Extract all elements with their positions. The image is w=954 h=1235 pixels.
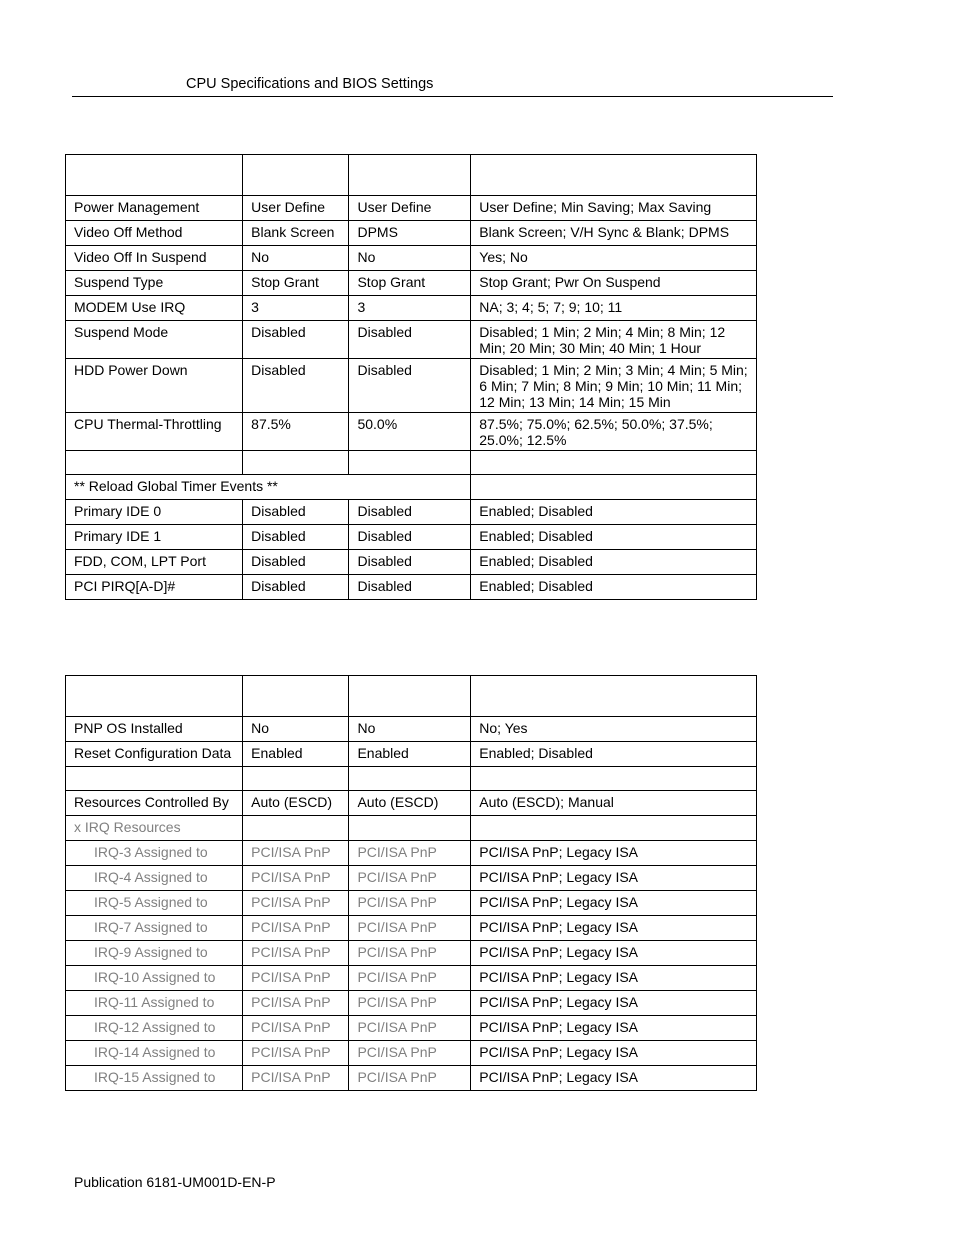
options-cell: 87.5%; 75.0%; 62.5%; 50.0%; 37.5%; 25.0%; 12.5% (471, 413, 757, 451)
default-value-cell: PCI/ISA PnP (243, 866, 349, 891)
table-row (66, 891, 757, 916)
table-row (66, 1016, 757, 1041)
options-cell: PCI/ISA PnP; Legacy ISA (471, 1066, 757, 1091)
options-cell: Enabled; Disabled (471, 500, 757, 525)
header-cell (349, 676, 471, 717)
table-row (66, 550, 757, 575)
header-cell (66, 155, 243, 196)
table-row (66, 1066, 757, 1091)
setting-name-cell: Video Off Method (66, 221, 243, 246)
default-value-cell: PCI/ISA PnP (243, 916, 349, 941)
optimal-value-cell: Disabled (349, 500, 471, 525)
options-cell: Enabled; Disabled (471, 575, 757, 600)
setting-name-cell: x IRQ Resources (66, 816, 243, 841)
optimal-value-cell: Disabled (349, 575, 471, 600)
section-heading-cell: ** Reload Global Timer Events ** (66, 475, 471, 500)
table-row (66, 916, 757, 941)
table-row (66, 500, 757, 525)
optimal-value-cell: Disabled (349, 321, 471, 359)
table-row (66, 296, 757, 321)
table-row (66, 966, 757, 991)
table-row (66, 525, 757, 550)
setting-name-cell: IRQ-10 Assigned to (66, 966, 243, 991)
optimal-value-cell: PCI/ISA PnP (349, 1041, 471, 1066)
setting-name-cell: Video Off In Suspend (66, 246, 243, 271)
setting-name-cell: CPU Thermal-Throttling (66, 413, 243, 451)
optimal-value-cell: PCI/ISA PnP (349, 991, 471, 1016)
table-row (66, 413, 757, 451)
table-row (66, 475, 757, 500)
table-row (66, 451, 757, 475)
default-value-cell: PCI/ISA PnP (243, 941, 349, 966)
default-value-cell: No (243, 717, 349, 742)
optimal-value-cell: Stop Grant (349, 271, 471, 296)
optimal-value-cell: Enabled (349, 742, 471, 767)
optimal-value-cell: 50.0% (349, 413, 471, 451)
setting-name-cell: Primary IDE 0 (66, 500, 243, 525)
default-value-cell: 3 (243, 296, 349, 321)
optimal-value-cell: PCI/ISA PnP (349, 966, 471, 991)
options-cell (471, 767, 757, 791)
table-row (66, 359, 757, 413)
table-row (66, 767, 757, 791)
header-cell (66, 676, 243, 717)
setting-name-cell: IRQ-12 Assigned to (66, 1016, 243, 1041)
default-value-cell: Disabled (243, 525, 349, 550)
header-cell (471, 676, 757, 717)
options-cell: Yes; No (471, 246, 757, 271)
default-value-cell: Disabled (243, 500, 349, 525)
default-value-cell: Auto (ESCD) (243, 791, 349, 816)
setting-name-cell: IRQ-7 Assigned to (66, 916, 243, 941)
optimal-value-cell (349, 767, 471, 791)
setting-name-cell: IRQ-11 Assigned to (66, 991, 243, 1016)
publication-footer: Publication 6181-UM001D-EN-P (74, 1174, 276, 1190)
power-table-body (66, 155, 757, 600)
options-cell: Enabled; Disabled (471, 550, 757, 575)
table-row (66, 866, 757, 891)
table-header-row (66, 155, 757, 196)
options-cell: PCI/ISA PnP; Legacy ISA (471, 1016, 757, 1041)
setting-name-cell: IRQ-9 Assigned to (66, 941, 243, 966)
header-cell (471, 155, 757, 196)
power-management-table (65, 154, 757, 600)
options-cell: User Define; Min Saving; Max Saving (471, 196, 757, 221)
default-value-cell: PCI/ISA PnP (243, 891, 349, 916)
table-row (66, 717, 757, 742)
default-value-cell: PCI/ISA PnP (243, 841, 349, 866)
optimal-value-cell: PCI/ISA PnP (349, 1016, 471, 1041)
setting-name-cell: Power Management (66, 196, 243, 221)
default-value-cell: Disabled (243, 359, 349, 413)
pnp-table-body (66, 676, 757, 1091)
setting-name-cell: IRQ-15 Assigned to (66, 1066, 243, 1091)
table-row (66, 271, 757, 296)
setting-name-cell: Reset Configuration Data (66, 742, 243, 767)
default-value-cell: Disabled (243, 550, 349, 575)
default-value-cell (243, 767, 349, 791)
optimal-value-cell: PCI/ISA PnP (349, 841, 471, 866)
options-cell: Blank Screen; V/H Sync & Blank; DPMS (471, 221, 757, 246)
options-cell (471, 475, 757, 500)
header-rule (72, 96, 833, 97)
setting-name-cell: Resources Controlled By (66, 791, 243, 816)
setting-name-cell: Primary IDE 1 (66, 525, 243, 550)
setting-name-cell (66, 451, 243, 475)
optimal-value-cell: Disabled (349, 359, 471, 413)
optimal-value-cell: PCI/ISA PnP (349, 941, 471, 966)
options-cell: PCI/ISA PnP; Legacy ISA (471, 891, 757, 916)
table-row (66, 841, 757, 866)
optimal-value-cell: PCI/ISA PnP (349, 1066, 471, 1091)
options-cell: PCI/ISA PnP; Legacy ISA (471, 841, 757, 866)
table-row (66, 246, 757, 271)
default-value-cell: 87.5% (243, 413, 349, 451)
setting-name-cell: PCI PIRQ[A-D]# (66, 575, 243, 600)
default-value-cell: Disabled (243, 321, 349, 359)
optimal-value-cell: DPMS (349, 221, 471, 246)
options-cell: PCI/ISA PnP; Legacy ISA (471, 941, 757, 966)
setting-name-cell: IRQ-14 Assigned to (66, 1041, 243, 1066)
default-value-cell: Blank Screen (243, 221, 349, 246)
optimal-value-cell: PCI/ISA PnP (349, 916, 471, 941)
pnp-pci-table (65, 675, 757, 1091)
default-value-cell: No (243, 246, 349, 271)
table-row (66, 321, 757, 359)
default-value-cell: PCI/ISA PnP (243, 1041, 349, 1066)
default-value-cell: User Define (243, 196, 349, 221)
options-cell: Stop Grant; Pwr On Suspend (471, 271, 757, 296)
table-row (66, 791, 757, 816)
options-cell: Disabled; 1 Min; 2 Min; 3 Min; 4 Min; 5 Min; 6 Min; 7 Min; 8 Min; 9 Min; 10 Min; 11 Min; 12 Min; 13 Min; 14 Min; 15 Min (471, 359, 757, 413)
header-cell (243, 676, 349, 717)
optimal-value-cell: Disabled (349, 550, 471, 575)
table-header-row (66, 676, 757, 717)
options-cell: PCI/ISA PnP; Legacy ISA (471, 1041, 757, 1066)
table-row (66, 221, 757, 246)
setting-name-cell (66, 767, 243, 791)
table-row (66, 1041, 757, 1066)
header-cell (243, 155, 349, 196)
optimal-value-cell: PCI/ISA PnP (349, 891, 471, 916)
options-cell (471, 816, 757, 841)
optimal-value-cell: Auto (ESCD) (349, 791, 471, 816)
options-cell: PCI/ISA PnP; Legacy ISA (471, 966, 757, 991)
options-cell: Enabled; Disabled (471, 742, 757, 767)
table-row (66, 816, 757, 841)
optimal-value-cell (349, 816, 471, 841)
page-header-title: CPU Specifications and BIOS Settings (186, 76, 434, 92)
setting-name-cell: MODEM Use IRQ (66, 296, 243, 321)
options-cell: Disabled; 1 Min; 2 Min; 4 Min; 8 Min; 12 Min; 20 Min; 30 Min; 40 Min; 1 Hour (471, 321, 757, 359)
setting-name-cell: Suspend Type (66, 271, 243, 296)
options-cell: PCI/ISA PnP; Legacy ISA (471, 916, 757, 941)
default-value-cell (243, 451, 349, 475)
default-value-cell: PCI/ISA PnP (243, 1066, 349, 1091)
setting-name-cell: Suspend Mode (66, 321, 243, 359)
optimal-value-cell (349, 451, 471, 475)
optimal-value-cell: 3 (349, 296, 471, 321)
options-cell: NA; 3; 4; 5; 7; 9; 10; 11 (471, 296, 757, 321)
default-value-cell: PCI/ISA PnP (243, 966, 349, 991)
default-value-cell: Stop Grant (243, 271, 349, 296)
optimal-value-cell: No (349, 717, 471, 742)
header-cell (349, 155, 471, 196)
optimal-value-cell: Disabled (349, 525, 471, 550)
table-row (66, 742, 757, 767)
options-cell: Enabled; Disabled (471, 525, 757, 550)
options-cell: No; Yes (471, 717, 757, 742)
setting-name-cell: PNP OS Installed (66, 717, 243, 742)
table-row (66, 196, 757, 221)
default-value-cell: PCI/ISA PnP (243, 1016, 349, 1041)
setting-name-cell: FDD, COM, LPT Port (66, 550, 243, 575)
table-row (66, 991, 757, 1016)
optimal-value-cell: User Define (349, 196, 471, 221)
default-value-cell: Enabled (243, 742, 349, 767)
options-cell: PCI/ISA PnP; Legacy ISA (471, 866, 757, 891)
optimal-value-cell: PCI/ISA PnP (349, 866, 471, 891)
options-cell (471, 451, 757, 475)
setting-name-cell: IRQ-3 Assigned to (66, 841, 243, 866)
setting-name-cell: IRQ-4 Assigned to (66, 866, 243, 891)
default-value-cell: PCI/ISA PnP (243, 991, 349, 1016)
setting-name-cell: IRQ-5 Assigned to (66, 891, 243, 916)
table-row (66, 941, 757, 966)
options-cell: Auto (ESCD); Manual (471, 791, 757, 816)
default-value-cell (243, 816, 349, 841)
table-row (66, 575, 757, 600)
optimal-value-cell: No (349, 246, 471, 271)
options-cell: PCI/ISA PnP; Legacy ISA (471, 991, 757, 1016)
setting-name-cell: HDD Power Down (66, 359, 243, 413)
default-value-cell: Disabled (243, 575, 349, 600)
